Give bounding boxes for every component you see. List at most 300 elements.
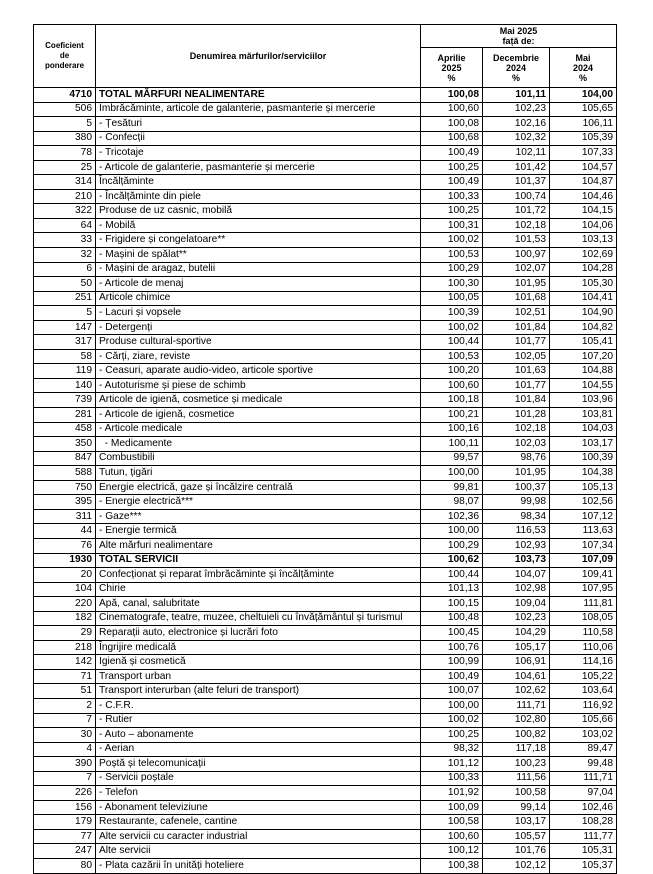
table-row xyxy=(34,480,617,495)
april-2025-cell: 100,76 xyxy=(421,640,483,655)
december-2024-cell: 104,29 xyxy=(483,626,550,641)
may-2024-cell: 104,55 xyxy=(550,378,617,393)
december-2024-cell: 102,05 xyxy=(483,349,550,364)
weight-cell: 140 xyxy=(34,378,96,393)
weight-column-header xyxy=(34,25,96,88)
weight-cell: 77 xyxy=(34,829,96,844)
table-row xyxy=(34,349,617,364)
name-cell: - Cărți, ziare, reviste xyxy=(96,349,421,364)
name-cell: Alte servicii cu caracter industrial xyxy=(96,829,421,844)
table-row xyxy=(34,248,617,263)
price-index-table xyxy=(33,24,617,874)
table-row xyxy=(34,611,617,626)
december-2024-cell: 117,18 xyxy=(483,742,550,757)
weight-cell: 6 xyxy=(34,262,96,277)
december-2024-cell: 102,80 xyxy=(483,713,550,728)
may-2024-cell: 114,16 xyxy=(550,655,617,670)
weight-cell: 739 xyxy=(34,393,96,408)
weight-cell: 64 xyxy=(34,218,96,233)
table-row xyxy=(34,728,617,743)
december-2024-cell: 105,57 xyxy=(483,829,550,844)
name-cell: Transport interurban (alte feluri de transport) xyxy=(96,684,421,699)
name-cell: Igienă și cosmetică xyxy=(96,655,421,670)
april-2025-cell: 100,39 xyxy=(421,306,483,321)
name-cell: - Telefon xyxy=(96,786,421,801)
weight-cell: 147 xyxy=(34,320,96,335)
december-2024-cell: 111,71 xyxy=(483,698,550,713)
period-header-may-2024 xyxy=(550,48,617,88)
april-2025-cell: 100,25 xyxy=(421,160,483,175)
december-2024-cell: 102,18 xyxy=(483,422,550,437)
april-2025-cell: 100,15 xyxy=(421,597,483,612)
december-2024-cell: 98,34 xyxy=(483,509,550,524)
april-2025-cell: 100,16 xyxy=(421,422,483,437)
april-2025-cell: 100,08 xyxy=(421,88,483,103)
may-2024-cell: 102,56 xyxy=(550,495,617,510)
weight-cell: 80 xyxy=(34,858,96,873)
name-cell: - Articole medicale xyxy=(96,422,421,437)
weight-header-line: de xyxy=(59,51,70,60)
name-cell: Restaurante, cafenele, cantine xyxy=(96,815,421,830)
name-cell: - Articole de igienă, cosmetice xyxy=(96,408,421,423)
table-row xyxy=(34,669,617,684)
table-row xyxy=(34,262,617,277)
weight-cell: 7 xyxy=(34,713,96,728)
name-cell: - Mobilă xyxy=(96,218,421,233)
may-2024-cell: 105,30 xyxy=(550,277,617,292)
april-2025-cell: 100,49 xyxy=(421,669,483,684)
weight-cell: 119 xyxy=(34,364,96,379)
december-2024-cell: 102,03 xyxy=(483,437,550,452)
april-2025-cell: 100,20 xyxy=(421,364,483,379)
april-2025-cell: 100,31 xyxy=(421,218,483,233)
december-2024-cell: 101,53 xyxy=(483,233,550,248)
december-2024-cell: 102,18 xyxy=(483,218,550,233)
weight-cell: 322 xyxy=(34,204,96,219)
may-2024-cell: 104,87 xyxy=(550,175,617,190)
april-2025-cell: 100,49 xyxy=(421,175,483,190)
april-2025-cell: 100,68 xyxy=(421,131,483,146)
may-2024-cell: 105,66 xyxy=(550,713,617,728)
table-row xyxy=(34,422,617,437)
april-2025-cell: 100,29 xyxy=(421,538,483,553)
may-2024-cell: 104,82 xyxy=(550,320,617,335)
table-row xyxy=(34,829,617,844)
may-2024-cell: 110,58 xyxy=(550,626,617,641)
may-2024-cell: 103,96 xyxy=(550,393,617,408)
may-2024-cell: 107,12 xyxy=(550,509,617,524)
name-cell: - Energie termică xyxy=(96,524,421,539)
weight-cell: 218 xyxy=(34,640,96,655)
weight-cell: 58 xyxy=(34,349,96,364)
table-row xyxy=(34,102,617,117)
table-row xyxy=(34,117,617,132)
weight-cell: 4 xyxy=(34,742,96,757)
table-row xyxy=(34,189,617,204)
name-cell: - Tricotaje xyxy=(96,146,421,161)
weight-cell: 251 xyxy=(34,291,96,306)
may-2024-cell: 104,46 xyxy=(550,189,617,204)
december-2024-cell: 103,17 xyxy=(483,815,550,830)
weight-cell: 4710 xyxy=(34,88,96,103)
april-2025-cell: 100,00 xyxy=(421,524,483,539)
may-2024-cell: 104,41 xyxy=(550,291,617,306)
december-2024-cell: 102,16 xyxy=(483,117,550,132)
may-2024-cell: 108,05 xyxy=(550,611,617,626)
april-2025-cell: 100,62 xyxy=(421,553,483,568)
weight-cell: 2 xyxy=(34,698,96,713)
table-row xyxy=(34,437,617,452)
table-row xyxy=(34,713,617,728)
weight-cell: 380 xyxy=(34,131,96,146)
group-header-line: față de: xyxy=(502,36,535,46)
weight-cell: 78 xyxy=(34,146,96,161)
december-2024-cell: 101,72 xyxy=(483,204,550,219)
april-2025-cell: 99,57 xyxy=(421,451,483,466)
name-cell: Încălțăminte xyxy=(96,175,421,190)
table-row xyxy=(34,175,617,190)
name-cell: Confecționat și reparat îmbrăcăminte și încălțăminte xyxy=(96,568,421,583)
may-2024-cell: 104,90 xyxy=(550,306,617,321)
table-row xyxy=(34,626,617,641)
april-2025-cell: 100,02 xyxy=(421,713,483,728)
table-row xyxy=(34,408,617,423)
name-cell: - Mașini de spălat** xyxy=(96,248,421,263)
december-2024-cell: 101,42 xyxy=(483,160,550,175)
weight-cell: 210 xyxy=(34,189,96,204)
december-2024-cell: 101,28 xyxy=(483,408,550,423)
april-2025-cell: 100,33 xyxy=(421,771,483,786)
december-2024-cell: 99,98 xyxy=(483,495,550,510)
weight-cell: 179 xyxy=(34,815,96,830)
name-cell: - Abonament televiziune xyxy=(96,800,421,815)
weight-cell: 395 xyxy=(34,495,96,510)
table-row xyxy=(34,466,617,481)
april-2025-cell: 100,60 xyxy=(421,378,483,393)
period-header-december-2024 xyxy=(483,48,550,88)
weight-cell: 226 xyxy=(34,786,96,801)
may-2024-cell: 97,04 xyxy=(550,786,617,801)
name-cell: - Mașini de aragaz, butelii xyxy=(96,262,421,277)
weight-header-line: ponderare xyxy=(44,61,85,70)
may-2024-cell: 100,39 xyxy=(550,451,617,466)
weight-cell: 281 xyxy=(34,408,96,423)
april-2025-cell: 100,99 xyxy=(421,655,483,670)
table-row xyxy=(34,582,617,597)
april-2025-cell: 100,08 xyxy=(421,117,483,132)
may-2024-cell: 107,20 xyxy=(550,349,617,364)
table-row xyxy=(34,218,617,233)
table-row xyxy=(34,640,617,655)
weight-cell: 390 xyxy=(34,757,96,772)
name-cell: - C.F.R. xyxy=(96,698,421,713)
may-2024-cell: 102,69 xyxy=(550,248,617,263)
weight-cell: 76 xyxy=(34,538,96,553)
may-2024-cell: 104,38 xyxy=(550,466,617,481)
table-row xyxy=(34,757,617,772)
table-body xyxy=(34,88,617,874)
december-2024-cell: 102,98 xyxy=(483,582,550,597)
may-2024-cell: 109,41 xyxy=(550,568,617,583)
may-2024-cell: 104,03 xyxy=(550,422,617,437)
weight-cell: 71 xyxy=(34,669,96,684)
name-cell: Articole de igienă, cosmetice și medicale xyxy=(96,393,421,408)
april-2025-cell: 100,12 xyxy=(421,844,483,859)
december-2024-cell: 100,58 xyxy=(483,786,550,801)
may-2024-cell: 106,11 xyxy=(550,117,617,132)
weight-cell: 7 xyxy=(34,771,96,786)
name-cell: Combustibili xyxy=(96,451,421,466)
name-cell: - Medicamente xyxy=(96,437,421,452)
name-cell: Chirie xyxy=(96,582,421,597)
name-cell: Transport urban xyxy=(96,669,421,684)
table-row xyxy=(34,393,617,408)
april-2025-cell: 100,09 xyxy=(421,800,483,815)
weight-cell: 847 xyxy=(34,451,96,466)
period-header-line: % xyxy=(578,72,587,83)
weight-cell: 30 xyxy=(34,728,96,743)
period-header-line: Decembrie xyxy=(492,52,540,63)
table-row xyxy=(34,553,617,568)
april-2025-cell: 101,13 xyxy=(421,582,483,597)
weight-cell: 220 xyxy=(34,597,96,612)
weight-cell: 33 xyxy=(34,233,96,248)
period-header-line: Aprilie xyxy=(437,52,466,63)
name-column-header xyxy=(96,25,421,88)
name-cell: Energie electrică, gaze și încălzire centrală xyxy=(96,480,421,495)
weight-cell: 317 xyxy=(34,335,96,350)
december-2024-cell: 100,74 xyxy=(483,189,550,204)
name-cell: Produse de uz casnic, mobilă xyxy=(96,204,421,219)
weight-cell: 311 xyxy=(34,509,96,524)
december-2024-cell: 111,56 xyxy=(483,771,550,786)
may-2024-cell: 104,15 xyxy=(550,204,617,219)
name-cell: - Servicii poștale xyxy=(96,771,421,786)
weight-cell: 25 xyxy=(34,160,96,175)
may-2024-cell: 103,81 xyxy=(550,408,617,423)
weight-cell: 750 xyxy=(34,480,96,495)
april-2025-cell: 100,48 xyxy=(421,611,483,626)
may-2024-cell: 105,37 xyxy=(550,858,617,873)
table-row xyxy=(34,277,617,292)
april-2025-cell: 99,81 xyxy=(421,480,483,495)
weight-cell: 29 xyxy=(34,626,96,641)
december-2024-cell: 101,76 xyxy=(483,844,550,859)
name-cell: Tutun, țigări xyxy=(96,466,421,481)
table-row xyxy=(34,131,617,146)
table-row xyxy=(34,306,617,321)
name-cell: Poștă și telecomunicații xyxy=(96,757,421,772)
period-header-april-2025 xyxy=(421,48,483,88)
december-2024-cell: 100,97 xyxy=(483,248,550,263)
april-2025-cell: 101,92 xyxy=(421,786,483,801)
table-row xyxy=(34,160,617,175)
name-cell: - Articole de menaj xyxy=(96,277,421,292)
name-cell: Alte mărfuri nealimentare xyxy=(96,538,421,553)
name-header-text: Denumirea mărfurilor/serviciilor xyxy=(189,51,327,61)
weight-cell: 142 xyxy=(34,655,96,670)
name-cell: Articole chimice xyxy=(96,291,421,306)
table-row xyxy=(34,800,617,815)
april-2025-cell: 100,02 xyxy=(421,233,483,248)
december-2024-cell: 100,37 xyxy=(483,480,550,495)
may-2024-cell: 105,41 xyxy=(550,335,617,350)
april-2025-cell: 100,44 xyxy=(421,568,483,583)
december-2024-cell: 102,32 xyxy=(483,131,550,146)
april-2025-cell: 100,25 xyxy=(421,728,483,743)
april-2025-cell: 100,00 xyxy=(421,466,483,481)
period-header-line: 2024 xyxy=(505,62,527,73)
name-cell: Reparații auto, electronice și lucrări foto xyxy=(96,626,421,641)
april-2025-cell: 100,53 xyxy=(421,248,483,263)
table-row xyxy=(34,378,617,393)
name-cell: - Confecții xyxy=(96,131,421,146)
december-2024-cell: 102,23 xyxy=(483,102,550,117)
april-2025-cell: 100,30 xyxy=(421,277,483,292)
name-cell: - Energie electrică*** xyxy=(96,495,421,510)
december-2024-cell: 102,12 xyxy=(483,858,550,873)
name-cell: - Țesături xyxy=(96,117,421,132)
december-2024-cell: 109,04 xyxy=(483,597,550,612)
name-cell: - Detergenți xyxy=(96,320,421,335)
april-2025-cell: 101,12 xyxy=(421,757,483,772)
weight-cell: 44 xyxy=(34,524,96,539)
april-2025-cell: 100,05 xyxy=(421,291,483,306)
name-cell: Cinematografe, teatre, muzee, cheltuieli cu învățământul și turismul xyxy=(96,611,421,626)
period-header-line: % xyxy=(511,72,520,83)
may-2024-cell: 111,81 xyxy=(550,597,617,612)
table-row xyxy=(34,538,617,553)
weight-cell: 314 xyxy=(34,175,96,190)
april-2025-cell: 100,00 xyxy=(421,698,483,713)
may-2024-cell: 108,28 xyxy=(550,815,617,830)
weight-cell: 588 xyxy=(34,466,96,481)
table-row xyxy=(34,568,617,583)
may-2024-cell: 105,31 xyxy=(550,844,617,859)
table-row xyxy=(34,597,617,612)
table-row xyxy=(34,335,617,350)
december-2024-cell: 102,11 xyxy=(483,146,550,161)
april-2025-cell: 100,33 xyxy=(421,189,483,204)
period-header-line: % xyxy=(447,72,456,83)
may-2024-cell: 105,65 xyxy=(550,102,617,117)
april-2025-cell: 100,60 xyxy=(421,102,483,117)
weight-cell: 104 xyxy=(34,582,96,597)
name-cell: - Articole de galanterie, pasmanterie și mercerie xyxy=(96,160,421,175)
name-cell: - Ceasuri, aparate audio-video, articole sportive xyxy=(96,364,421,379)
name-cell: - Plata cazării în unități hoteliere xyxy=(96,858,421,873)
december-2024-cell: 101,95 xyxy=(483,466,550,481)
name-cell: - Auto – abonamente xyxy=(96,728,421,743)
period-header-line: 2025 xyxy=(441,62,462,73)
december-2024-cell: 106,91 xyxy=(483,655,550,670)
may-2024-cell: 102,46 xyxy=(550,800,617,815)
april-2025-cell: 100,25 xyxy=(421,204,483,219)
table-row xyxy=(34,320,617,335)
name-cell: - Gaze*** xyxy=(96,509,421,524)
may-2024-cell: 103,64 xyxy=(550,684,617,699)
weight-cell: 156 xyxy=(34,800,96,815)
name-cell: - Frigidere și congelatoare** xyxy=(96,233,421,248)
table-row xyxy=(34,495,617,510)
weight-cell: 51 xyxy=(34,684,96,699)
weight-cell: 247 xyxy=(34,844,96,859)
weight-cell: 50 xyxy=(34,277,96,292)
april-2025-cell: 100,58 xyxy=(421,815,483,830)
december-2024-cell: 102,93 xyxy=(483,538,550,553)
december-2024-cell: 101,84 xyxy=(483,320,550,335)
table-row xyxy=(34,742,617,757)
april-2025-cell: 100,02 xyxy=(421,320,483,335)
december-2024-cell: 101,95 xyxy=(483,277,550,292)
december-2024-cell: 100,82 xyxy=(483,728,550,743)
name-cell: Alte servicii xyxy=(96,844,421,859)
table-row xyxy=(34,786,617,801)
december-2024-cell: 99,14 xyxy=(483,800,550,815)
may-2024-cell: 113,63 xyxy=(550,524,617,539)
may-2024-cell: 104,88 xyxy=(550,364,617,379)
april-2025-cell: 100,21 xyxy=(421,408,483,423)
may-2024-cell: 89,47 xyxy=(550,742,617,757)
may-2024-cell: 99,48 xyxy=(550,757,617,772)
december-2024-cell: 102,62 xyxy=(483,684,550,699)
may-2024-cell: 107,34 xyxy=(550,538,617,553)
table-row xyxy=(34,655,617,670)
may-2024-cell: 105,13 xyxy=(550,480,617,495)
table-row xyxy=(34,204,617,219)
table-header xyxy=(34,25,617,88)
april-2025-cell: 100,45 xyxy=(421,626,483,641)
may-2024-cell: 104,06 xyxy=(550,218,617,233)
april-2025-cell: 100,11 xyxy=(421,437,483,452)
table-row xyxy=(34,509,617,524)
december-2024-cell: 101,68 xyxy=(483,291,550,306)
name-cell: Îngrijire medicală xyxy=(96,640,421,655)
name-cell: Îmbrăcăminte, articole de galanterie, pasmanterie și mercerie xyxy=(96,102,421,117)
table-row xyxy=(34,291,617,306)
table-row xyxy=(34,233,617,248)
weight-cell: 5 xyxy=(34,117,96,132)
may-2024-cell: 103,17 xyxy=(550,437,617,452)
may-2024-cell: 107,95 xyxy=(550,582,617,597)
comparison-group-header xyxy=(421,25,617,48)
may-2024-cell: 110,06 xyxy=(550,640,617,655)
april-2025-cell: 100,49 xyxy=(421,146,483,161)
weight-cell: 5 xyxy=(34,306,96,321)
april-2025-cell: 100,53 xyxy=(421,349,483,364)
table-row xyxy=(34,451,617,466)
weight-header-line: Coeficient xyxy=(45,41,84,50)
april-2025-cell: 100,18 xyxy=(421,393,483,408)
december-2024-cell: 103,73 xyxy=(483,553,550,568)
april-2025-cell: 100,29 xyxy=(421,262,483,277)
december-2024-cell: 100,23 xyxy=(483,757,550,772)
table-row xyxy=(34,698,617,713)
december-2024-cell: 101,77 xyxy=(483,335,550,350)
may-2024-cell: 111,71 xyxy=(550,771,617,786)
december-2024-cell: 101,63 xyxy=(483,364,550,379)
december-2024-cell: 101,11 xyxy=(483,88,550,103)
table-row xyxy=(34,858,617,873)
december-2024-cell: 104,07 xyxy=(483,568,550,583)
december-2024-cell: 105,17 xyxy=(483,640,550,655)
april-2025-cell: 100,60 xyxy=(421,829,483,844)
name-cell: - Aerian xyxy=(96,742,421,757)
may-2024-cell: 104,28 xyxy=(550,262,617,277)
april-2025-cell: 98,32 xyxy=(421,742,483,757)
period-header-line: Mai xyxy=(575,52,591,63)
weight-cell: 350 xyxy=(34,437,96,452)
